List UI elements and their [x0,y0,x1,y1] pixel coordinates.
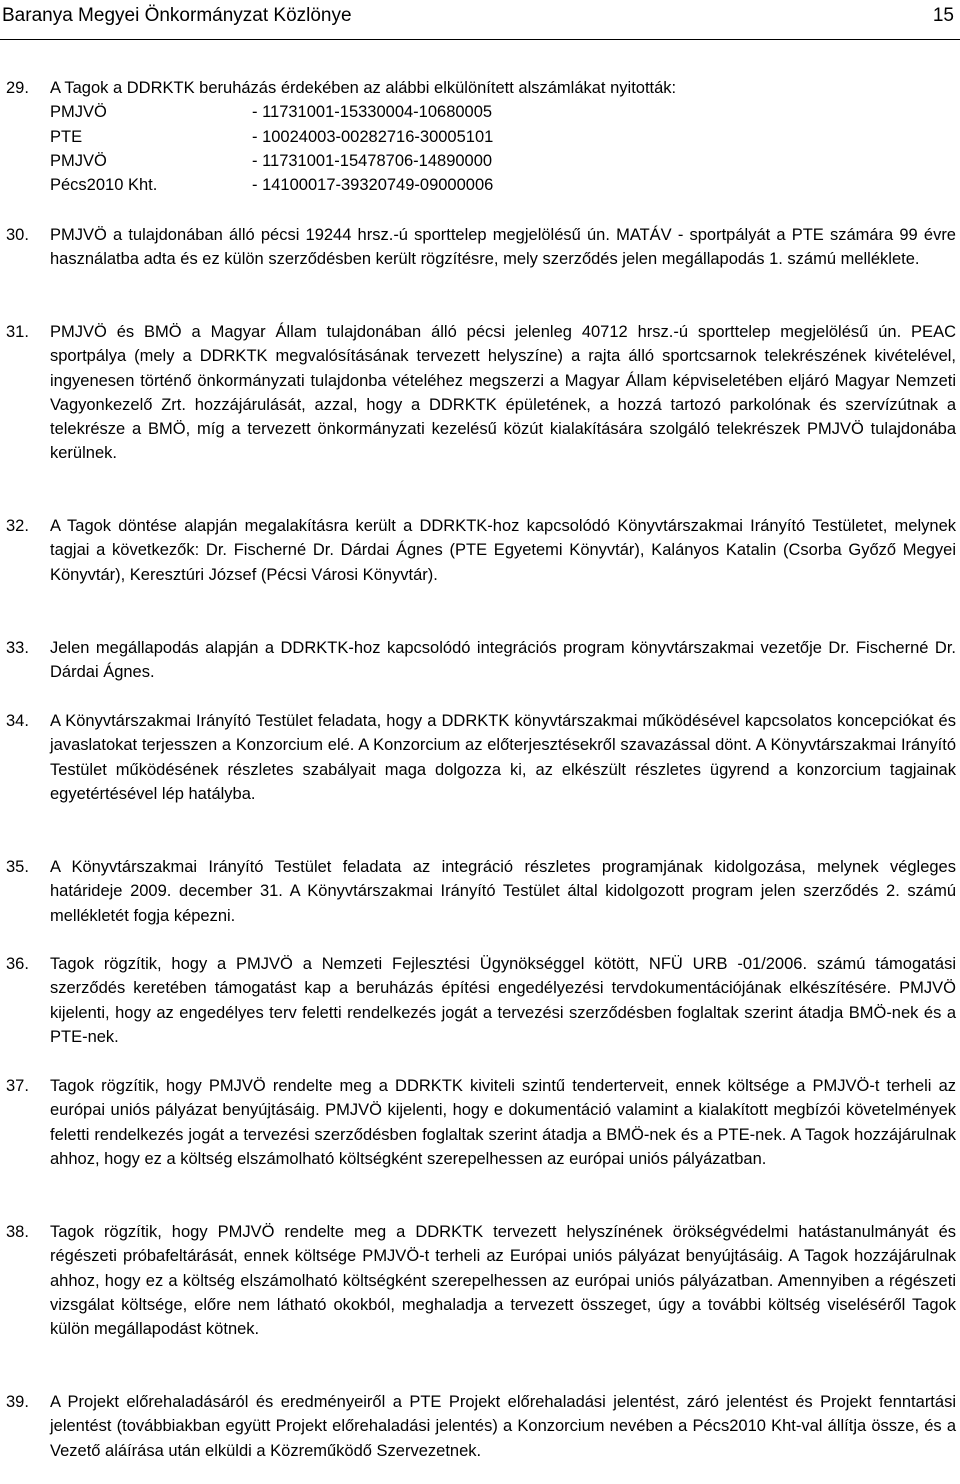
item-number: 33. [6,639,29,657]
account-row [50,125,850,149]
item-text: A Tagok a DDRKTK beruházás érdekében az alábbi elkülönített alszámlákat nyitották: [50,79,677,97]
account-list [50,100,850,197]
item-number: 34. [6,712,29,730]
item-number: 39. [6,1393,29,1411]
item-number: 35. [6,858,29,876]
item-text: A Könyvtárszakmai Irányító Testület feladata az integráció részletes programjának kidolgozása, melynek végleges határideje 2009. december 31. A Könyvtárszakmai Irányító Testület által kidolgozott program jelen szerződés 2. számú mellékletét fogja képezni. [50,858,956,925]
item-text: PMJVÖ és BMÖ a Magyar Állam tulajdonában álló pécsi jelenleg 40712 hrsz.-ú sporttelep megjelölésű ún. PEAC sportpálya (mely a DDRKTK megvalósításának tervezett helyszíne) a rajta álló sportcsarnok telekrészének kivételével, ingyenesen történő önkormányzati tulajdonba vételéhez megszerzi a Magyar Állam képviseletében eljáró Magyar Nemzeti Vagyonkezelő Zrt. hozzájárulását, azzal, hogy a DDRKTK épületének, a hozzá tartozó parkolónak és szervízútnak a telekrésze a BMÖ, míg a tervezett önkormányzati kezelésű közút kialakítására szolgáló telekrészek PMJVÖ tulajdonába kerülnek. [50,323,956,463]
item-text: Tagok rögzítik, hogy PMJVÖ rendelte meg a DDRKTK tervezett helyszínének örökségvédelmi hatástanulmányát és régészeti próbafeltárását, ennek költsége PMJVÖ-t terheli az Európai uniós pályázat benyújtásáig. A Tagok hozzájárulnak ahhoz, hogy ez a költség elszámolható költségként szerepelhessen az európai uniós pályázatban. Amennyiben a régészeti vizsgálat költsége, előre nem látható okokból, meghaladja a tervezett összeget, úgy a további költség viseléséről Tagok külön megállapodást kötnek. [50,1223,956,1339]
account-owner: PMJVÖ [50,151,107,170]
page-header [0,0,960,40]
account-owner: Pécs2010 Kht. [50,176,158,195]
item-text: Tagok rögzítik, hogy PMJVÖ rendelte meg a DDRKTK kiviteli szintű tenderterveit, ennek költsége a PMJVÖ-t terheli az európai uniós pályázat benyújtásáig. PMJVÖ kijelenti, hogy e dokumentáció valamint a kialakított megbízói követelmények feletti rendelkezés jogát a tervezési szerződésben foglaltak szerint átadja a BMÖ-nek és a PTE-nek. A Tagok hozzájárulnak ahhoz, hogy ez a költség elszámolható költségként szerepelhessen az európai uniós pályázatban. [50,1077,956,1168]
item-number: 38. [6,1223,29,1241]
item-text: A Projekt előrehaladásáról és eredményeiről a PTE Projekt előrehaladási jelentést, záró jelentést és Projekt fenntartási jelentést (továbbiakban együtt Projekt előrehaladási jelentés) a Konzorcium nevében a Pécs2010 Kht-val állítja össze, és a Vezető aláírása után elküldi a Közreműködő Szervezetnek. [50,1393,956,1460]
page-number: 15 [932,5,954,26]
item-number: 29. [6,79,29,97]
publication-title: Baranya Megyei Önkormányzat Közlönye [2,5,352,26]
item-text: Jelen megállapodás alapján a DDRKTK-hoz kapcsolódó integrációs program könyvtárszakmai vezetője Dr. Fischerné Dr. Dárdai Ágnes. [50,639,956,682]
item-text: Tagok rögzítik, hogy a PMJVÖ a Nemzeti Fejlesztési Ügynökséggel kötött, NFÜ URB -01/2006. számú támogatási szerződés keretében támogatást kap a beruházás építési engedélyezési tervdokumentációjának elkészítésére. PMJVÖ kijelenti, hogy az engedélyes terv feletti rendelkezés jogát a tervezési szerződésben foglaltak szerint átadja BMÖ-nek és a PTE-nek. [50,955,956,1046]
account-number: - 11731001-15330004-10680005 [252,103,493,122]
item-number: 37. [6,1077,29,1095]
item-number: 31. [6,323,29,341]
item-text: A Könyvtárszakmai Irányító Testület feladata, hogy a DDRKTK könyvtárszakmai működésével kapcsolatos koncepciókat és javaslatokat terjesszen a Konzorcium elé. A Konzorcium az előterjesztésekről szavazással dönt. A Könyvtárszakmai Irányító Testület működésének részletes szabályait maga dolgozza ki, az elkészült részletes ügyrend a konzorcium tagjainak egyetértésével lép hatályba. [50,712,956,803]
item-number: 30. [6,226,29,244]
account-number: - 10024003-00282716-30005101 [252,127,494,146]
item-number: 36. [6,955,29,973]
account-row [50,149,850,173]
account-number: - 14100017-39320749-09000006 [252,176,494,195]
item-text: PMJVÖ a tulajdonában álló pécsi 19244 hrsz.-ú sporttelep megjelölésű ún. MATÁV - sportpályát a PTE számára 99 évre használatba adta és ez külön szerződésben került rögzítésre, mely szerződés jelen megállapodás 1. számú melléklete. [50,226,956,269]
item-number: 32. [6,517,29,535]
account-row [50,173,850,197]
account-row [50,100,850,124]
item-text: A Tagok döntése alapján megalakításra került a DDRKTK-hoz kapcsolódó Könyvtárszakmai Irányító Testületet, melynek tagjai a következők: Dr. Fischerné Dr. Dárdai Ágnes (PTE Egyetemi Könyvtár), Kalányos Katalin (Csorba Győző Megyei Könyvtár), Keresztúri József (Pécsi Városi Könyvtár). [50,517,956,584]
account-owner: PTE [50,127,83,146]
account-owner: PMJVÖ [50,103,107,122]
account-number: - 11731001-15478706-14890000 [252,151,493,170]
